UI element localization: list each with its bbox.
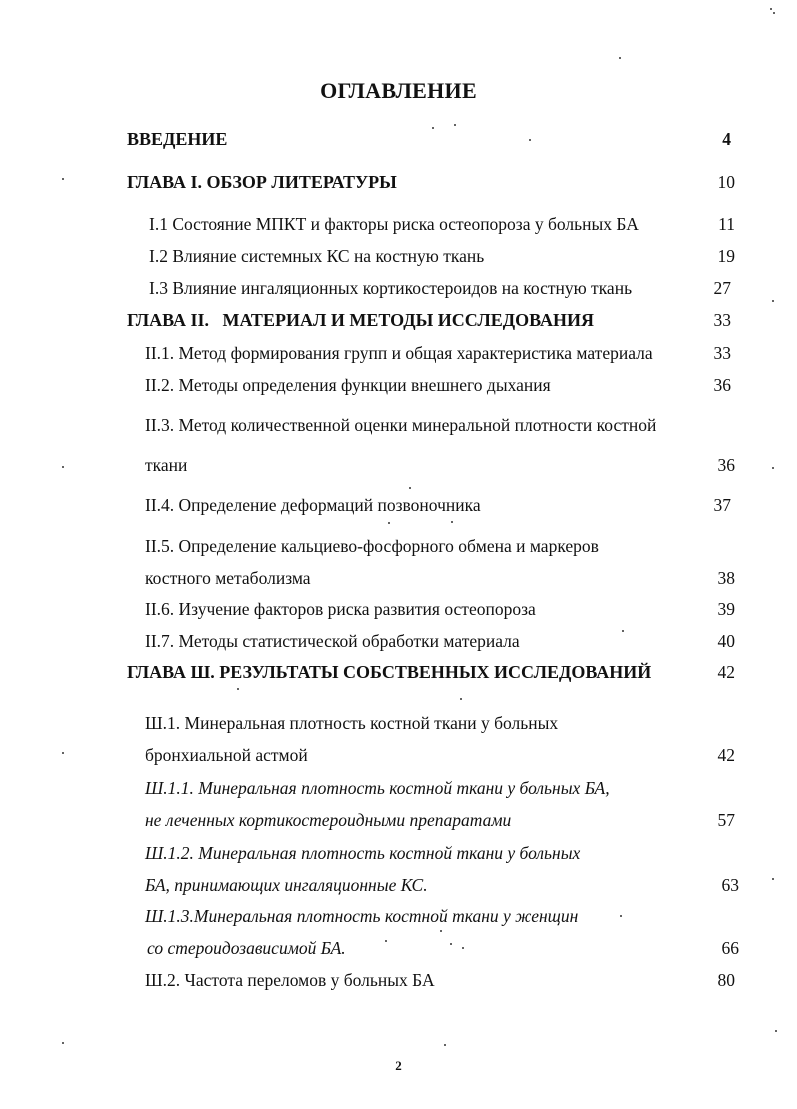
toc-page-number: 36 (713, 375, 731, 395)
scan-speck (529, 139, 531, 141)
scan-speck (772, 467, 774, 469)
toc-page-number: 27 (713, 278, 731, 298)
toc-entry-section-3-1: Ш.1. Минеральная плотность костной ткани у больных (145, 713, 559, 733)
scan-speck (772, 300, 774, 302)
page-number: 2 (395, 1058, 402, 1073)
toc-entry-section-3-1-2-cont: БА, принимающих ингаляционные КС. (145, 875, 428, 895)
toc-page-number: 19 (717, 246, 735, 266)
toc-entry-section-2-4: II.4. Определение деформаций позвоночника (145, 495, 481, 515)
toc-page-number: 10 (717, 172, 735, 192)
toc-page-number: 57 (717, 810, 735, 830)
scan-speck (773, 12, 775, 14)
scan-speck (409, 487, 411, 489)
toc-entry-chapter-3: ГЛАВА Ш. РЕЗУЛЬТАТЫ СОБСТВЕННЫХ ИССЛЕДОВАНИЙ (127, 662, 652, 682)
scan-speck (775, 1030, 777, 1032)
toc-entry-section-3-1-3-cont: со стероидозависимой БА. (147, 938, 346, 958)
scan-speck (62, 752, 64, 754)
toc-entry-section-3-1-1: Ш.1.1. Минеральная плотность костной ткани у больных БА, (145, 778, 610, 798)
toc-entry-section-3-1-1-cont: не леченных кортикостероидными препаратами (145, 810, 512, 830)
toc-entry-section-1-3: I.3 Влияние ингаляционных кортикостероидов на костную ткань (149, 278, 633, 298)
toc-entry-section-2-5-cont: костного метаболизма (145, 568, 311, 588)
toc-page-number: 11 (718, 214, 735, 234)
scan-speck (462, 947, 464, 949)
toc-page-number: 80 (717, 970, 735, 990)
toc-entry-section-2-3: II.3. Метод количественной оценки минеральной плотности костной (145, 415, 657, 435)
toc-page-number: 38 (717, 568, 735, 588)
scan-speck (385, 940, 387, 942)
toc-entry-section-1-1: I.1 Состояние МПКТ и факторы риска остеопороза у больных БА (149, 214, 639, 234)
toc-entry-section-3-1-cont: бронхиальной астмой (145, 745, 308, 765)
toc-entry-section-3-2: Ш.2. Частота переломов у больных БА (145, 970, 435, 990)
scan-speck (440, 930, 442, 932)
toc-entry-section-2-6: II.6. Изучение факторов риска развития остеопороза (145, 599, 536, 619)
toc-page-number: 37 (713, 495, 731, 515)
scan-speck (770, 8, 772, 10)
toc-page-number: 42 (717, 662, 735, 682)
scan-speck (619, 57, 621, 59)
scan-speck (62, 1042, 64, 1044)
toc-entry-section-2-7: II.7. Методы статистической обработки материала (145, 631, 520, 651)
scan-speck (451, 521, 453, 523)
toc-entry-section-2-2: II.2. Методы определения функции внешнего дыхания (145, 375, 551, 395)
scan-speck (444, 1044, 446, 1046)
scan-speck (622, 630, 624, 632)
toc-entry-section-1-2: I.2 Влияние системных КС на костную ткань (149, 246, 485, 266)
toc-entry-introduction: ВВЕДЕНИЕ (127, 129, 228, 149)
toc-page-number: 33 (713, 310, 731, 330)
toc-entry-chapter-2: ГЛАВА II. МАТЕРИАЛ И МЕТОДЫ ИССЛЕДОВАНИЯ (127, 310, 595, 330)
scan-speck (460, 698, 462, 700)
toc-entry-section-3-1-2: Ш.1.2. Минеральная плотность костной ткани у больных (145, 843, 581, 863)
toc-page-number: 4 (722, 129, 731, 149)
scan-speck (620, 915, 622, 917)
scan-speck (237, 688, 239, 690)
toc-page-number: 63 (721, 875, 739, 895)
scan-speck (388, 522, 390, 524)
toc-entry-chapter-1: ГЛАВА I. ОБЗОР ЛИТЕРАТУРЫ (127, 172, 397, 192)
scan-speck (454, 124, 456, 126)
scan-speck (62, 466, 64, 468)
toc-page-number: 40 (717, 631, 735, 651)
toc-entry-section-2-3-cont: ткани (145, 455, 188, 475)
scan-speck (62, 178, 64, 180)
toc-title: ОГЛАВЛЕНИЕ (320, 78, 477, 103)
toc-page-number: 39 (717, 599, 735, 619)
toc-page-number: 66 (721, 938, 739, 958)
scan-speck (432, 127, 434, 129)
toc-entry-section-2-1: II.1. Метод формирования групп и общая характеристика материала (145, 343, 653, 363)
toc-page-number: 42 (717, 745, 735, 765)
toc-page-number: 36 (717, 455, 735, 475)
toc-page-number: 33 (713, 343, 731, 363)
toc-entry-section-2-5: II.5. Определение кальциево-фосфорного обмена и маркеров (145, 536, 599, 556)
scan-speck (450, 943, 452, 945)
scan-speck (772, 878, 774, 880)
toc-entry-section-3-1-3: Ш.1.3.Минеральная плотность костной ткани у женщин (145, 906, 579, 926)
